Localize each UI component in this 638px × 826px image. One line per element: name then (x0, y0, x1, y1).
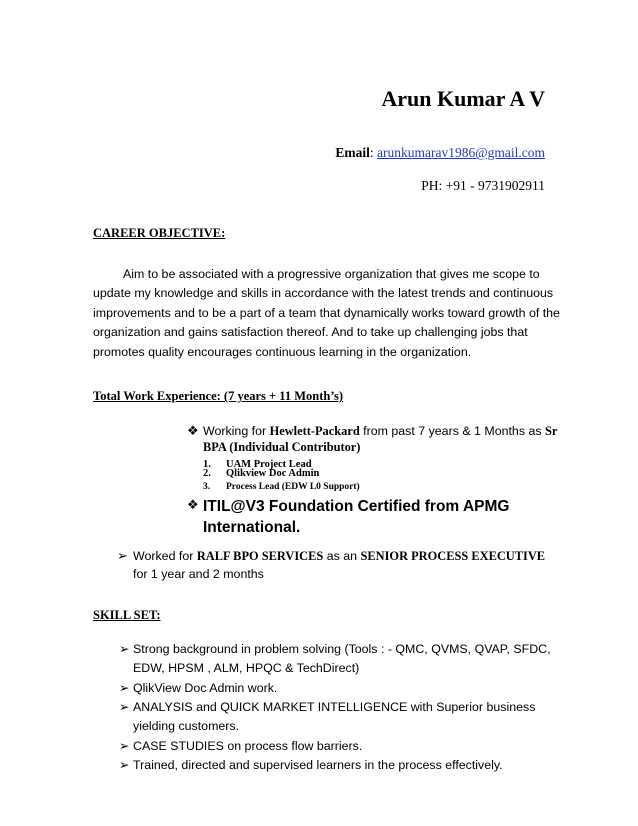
candidate-name: Arun Kumar A V (381, 86, 545, 111)
ralf-role: SENIOR PROCESS EXECUTIVE (360, 549, 546, 563)
ralf-duration: for 1 year and 2 months (133, 567, 264, 581)
arrow-bullet-icon: ➢ (119, 681, 130, 695)
skill-item: ➢ QlikView Doc Admin work. (119, 681, 278, 695)
career-objective-heading: CAREER OBJECTIVE: (93, 226, 226, 240)
email-link[interactable]: arunkumarav1986@gmail.com (376, 145, 545, 160)
arrow-bullet-icon: ➢ (119, 739, 130, 753)
diamond-bullet-icon: ❖ (187, 497, 199, 512)
hp-experience-line (203, 424, 557, 439)
phone-number: PH: +91 - 9731902911 (421, 178, 545, 193)
skill-item: ➢ Strong background in problem solving (Tools : - QMC, QVMS, QVAP, SFDC, EDW, HPSM , ALM, HPQC & TechDirect) (119, 642, 551, 676)
skill-set-heading: SKILL SET: (93, 608, 161, 622)
hp-prefix: Working for (203, 424, 270, 438)
role-item: 1. UAM Project Lead (203, 459, 312, 470)
email-separator: : (369, 145, 377, 160)
objective-line: improvements and to be a part of a team that dynamically works toward growth of the (93, 305, 560, 320)
career-objective-text (93, 265, 560, 362)
hp-role-continuation: BPA (Individual Contributor) (203, 440, 361, 454)
skill-item: ➢ Trained, directed and supervised learners in the process effectively. (119, 758, 503, 772)
hp-duration: from past 7 years & 1 Months as (359, 424, 545, 438)
work-experience-heading: Total Work Experience: (7 years + 11 Month’s) (93, 389, 344, 403)
ralf-mid: as an (323, 549, 361, 563)
skill-item: ➢ CASE STUDIES on process flow barriers. (119, 739, 363, 753)
objective-line: promotes quality encourages continuous learning in the organization. (93, 344, 472, 359)
arrow-bullet-icon: ➢ (117, 548, 128, 563)
ralf-company: RALF BPO SERVICES (196, 549, 324, 563)
role-item: 2. Qlikview Doc Admin (203, 468, 320, 479)
skill-item: ➢ ANALYSIS and QUICK MARKET INTELLIGENCE with Superior business yielding customers. (119, 700, 536, 734)
ralf-experience-line (133, 549, 545, 564)
arrow-bullet-icon: ➢ (119, 758, 130, 772)
objective-line: organization and gains satisfaction thereof. And to take up challenging jobs that (93, 325, 528, 340)
email-line (335, 145, 545, 161)
itil-certification: ITIL@V3 Foundation Certified from APMG International. (203, 498, 510, 536)
ralf-prefix: Worked for (133, 549, 197, 563)
objective-line: Aim to be associated with a progressive organization that gives me scope to (123, 267, 540, 281)
objective-line: update my knowledge and skills in accordance with the latest trends and continuous (93, 286, 554, 301)
hp-company: Hewlett-Packard (269, 424, 360, 438)
arrow-bullet-icon: ➢ (119, 700, 130, 714)
diamond-bullet-icon: ❖ (187, 423, 199, 438)
arrow-bullet-icon: ➢ (119, 642, 130, 656)
role-item: 3. Process Lead (EDW L0 Support) (203, 482, 360, 492)
email-label: Email (335, 145, 370, 160)
hp-role: Sr (544, 424, 558, 438)
